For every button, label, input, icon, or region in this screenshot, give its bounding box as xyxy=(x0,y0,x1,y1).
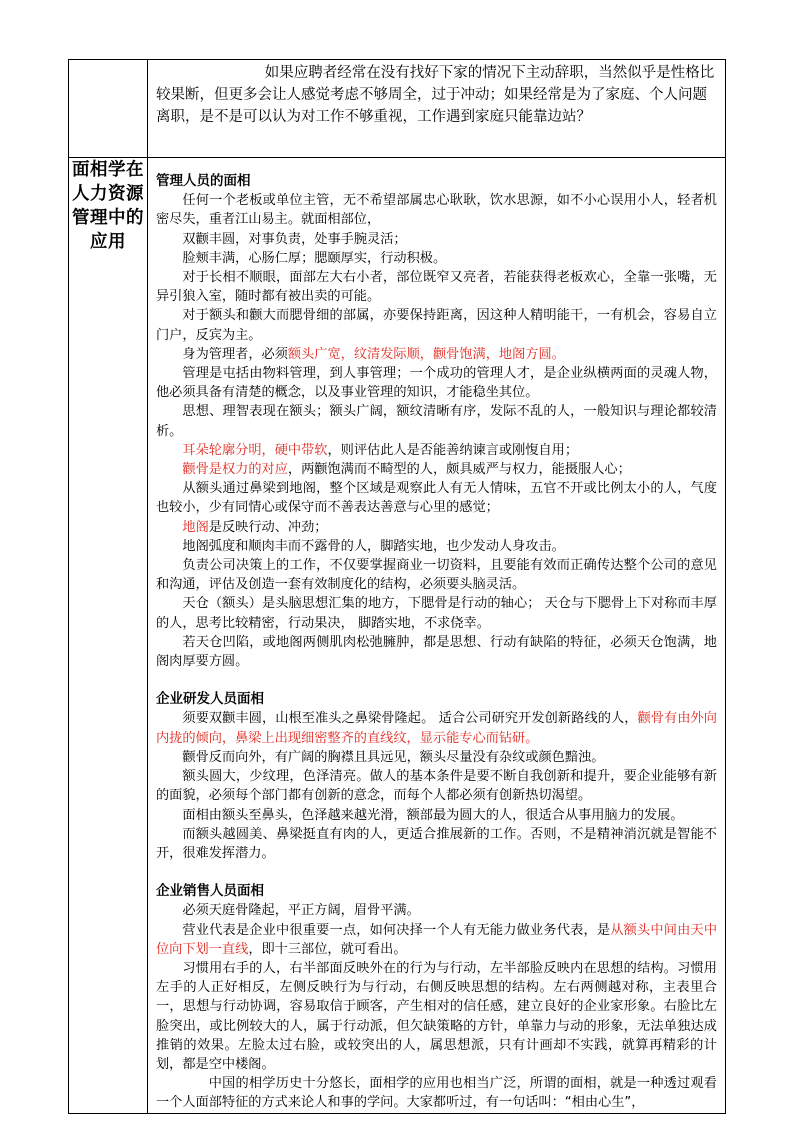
paragraph xyxy=(156,345,717,364)
main-content-cell xyxy=(148,158,726,1114)
text-run: 是反映行动、冲劲； xyxy=(208,519,328,535)
paragraph xyxy=(156,441,717,460)
paragraph: 必须天庭骨隆起，平正方阔，眉骨平满。 xyxy=(182,903,420,919)
paragraph: 思想、理智表现在额头；额头广阔，额纹清晰有序，发际不乱的人，一般知识与理论都较清析。 xyxy=(156,404,717,439)
paragraph: 颧骨反而向外，有广阔的胸襟且具远见，额头尽量没有杂纹或颜色黯浊。 xyxy=(182,749,605,765)
text-run: ，即十三部位，就可看出。 xyxy=(248,941,407,957)
paragraph: 任何一个老板或单位主管，无不希望部属忠心耿耿，饮水思源，如不小心误用小人，轻者机密尽失，重者江山易主。就面相部位， xyxy=(156,193,717,228)
side-title: 面相学在人力资源管理中的应用 xyxy=(72,160,144,252)
paragraph: 若天仓凹陷，或地阁两侧肌肉松弛臃肿，都是思想、行动有缺陷的特征，必须天仓饱满，地阁肉厚要方圆。 xyxy=(156,634,717,670)
paragraph: 双颧丰圆，对事负责，处事手腕灵活； xyxy=(182,231,407,247)
highlight-text: 地阁 xyxy=(182,519,209,535)
table-row-2 xyxy=(69,158,726,1114)
paragraph xyxy=(156,460,717,479)
top-paragraph: 如果应聘者经常在没有找好下家的情况下主动辞职，当然似乎是性格比较果断，但更多会让人感觉考虑不够周全，过于冲动；如果经常是为了家庭、个人问题离职，是不是可以认为对工作不够重视，工作遇到家庭只能靠边站？ xyxy=(156,65,715,125)
paragraph xyxy=(156,518,717,537)
paragraph: 面相由额头至鼻头，色泽越来越光滑，额部最为圆大的人，很适合从事用脑力的发展。 xyxy=(182,807,684,823)
paragraph: 而额头越圆美、鼻梁挺直有肉的人，更适合推展新的工作。否则，不是精神消沉就是智能不开，很难发挥潜力。 xyxy=(156,826,717,861)
paragraph: 负责公司决策上的工作，不仅要掌握商业一切资料，且要能有效而正确传达整个公司的意见和沟通，评估及创造一套有效制度化的结构，必须要头脑灵活。 xyxy=(156,558,717,593)
paragraph: 对于长相不顺眼，面部左大右小者，部位既窄又亮者，若能获得老板欢心，全靠一张嘴，无异引狼入室，随时都有被出卖的可能。 xyxy=(156,270,717,305)
text-run: ，则评估此人是否能善纳谏言或刚愎自用； xyxy=(327,442,579,458)
top-content-cell xyxy=(148,60,726,158)
paragraph: 对于额头和颧大而腮骨细的部属，亦要保持距离，因这种人精明能干，一有机会，容易自立门户，反宾为主。 xyxy=(156,308,717,343)
side-title-cell xyxy=(69,158,148,1114)
highlight-text: 耳朵轮廓分明，硬中带软 xyxy=(182,442,328,458)
section-heading-sales: 企业销售人员面相 xyxy=(156,883,264,900)
left-cell-empty xyxy=(69,60,148,158)
paragraph: 管理是屯括由物料管理，到人事管理；一个成功的管理人才，是企业纵横两面的灵魂人物，他必须具备有清楚的概念，以及事业管理的知识，才能稳坐其位。 xyxy=(156,366,717,401)
paragraph: 地阁弧度和顺肉丰而不露骨的人，脚踏实地，也少发动人身攻击。 xyxy=(182,538,565,554)
highlight-text: 额头广宽，纹清发际顺，颧骨饱满，地阁方圆。 xyxy=(287,346,565,362)
table-row-1 xyxy=(69,60,726,158)
document-table xyxy=(68,59,726,1114)
paragraph: 天仓（额头）是头脑思想汇集的地方，下腮骨是行动的轴心； 天仓与下腮骨上下对称而丰厚的人，思考比较精密，行动果决， 脚踏实地，不求侥幸。 xyxy=(156,596,717,631)
paragraph: 额头圆大，少纹理，色泽清亮。做人的基本条件是要不断自我创新和提升，要企业能够有新的面貌，必须每个部门都有创新的意念，而每个人都必须有创新热切渴望。 xyxy=(156,769,717,804)
highlight-text: 从额头中间由天中位向下划一直线 xyxy=(156,922,718,957)
paragraph xyxy=(156,921,717,959)
section-heading-management: 管理人员的面相 xyxy=(156,173,251,189)
text-run: 营业代表是企业中很重要一点，如何决择一个人有无能力做业务代表，是 xyxy=(182,922,611,938)
paragraph: 中国的相学历史十分悠长，面相学的应用也相当广泛，所谓的面相，就是一种透过观看一个人面部特征的方式来论人和事的学问。大家都听过，有一句话叫：“相由心生”， xyxy=(156,1076,717,1111)
text-run: 须要双颧丰圆，山根至准头之鼻梁骨隆起。 适合公司研究开发创新路线的人， xyxy=(182,711,638,727)
highlight-text: 颧骨是权力的对应 xyxy=(182,462,288,478)
spacer xyxy=(156,671,717,690)
highlight-text: 颧骨有由外向内拢的倾向，鼻梁上出现细密整齐的直线纹，显示能专心而钻研。 xyxy=(156,711,717,746)
paragraph: 从额头通过鼻梁到地阁，整个区域是观察此人有无人情味，五官不开或比例太小的人，气度也较小，少有同情心或保守而不善表达善意与心里的感觉； xyxy=(156,481,717,516)
section-heading-rnd: 企业研发人员面相 xyxy=(156,691,264,708)
spacer xyxy=(156,863,717,882)
text-run: 身为管理者，必须 xyxy=(182,346,288,362)
text-run: ，两颧饱满而不畸型的人，颇具威严与权力，能摄服人心； xyxy=(287,462,631,478)
paragraph: 习惯用右手的人，右半部面反映外在的行为与行动，左半部脸反映内在思想的结构。习惯用左手的人正好相反，左侧反映行为与行动，右侧反映思想的结构。左右两侧越对称，主表里合一，思想与行动协调，容易取信于顾客，产生相对的信任感，建立良好的企业家形象。右脸比左脸突出，或比例较大的人，属于行动派，但欠缺策略的方针，单靠力与动的形象，无法单独达成推销的效果。左脸太过右脸，或较突出的人，属思想派，只有计画却不实践，就算再精彩的计划，都是空中楼阁。 xyxy=(156,960,717,1072)
paragraph xyxy=(156,709,717,747)
paragraph: 脸颊丰满，心肠仁厚；腮颐厚实，行动积极。 xyxy=(182,250,447,266)
